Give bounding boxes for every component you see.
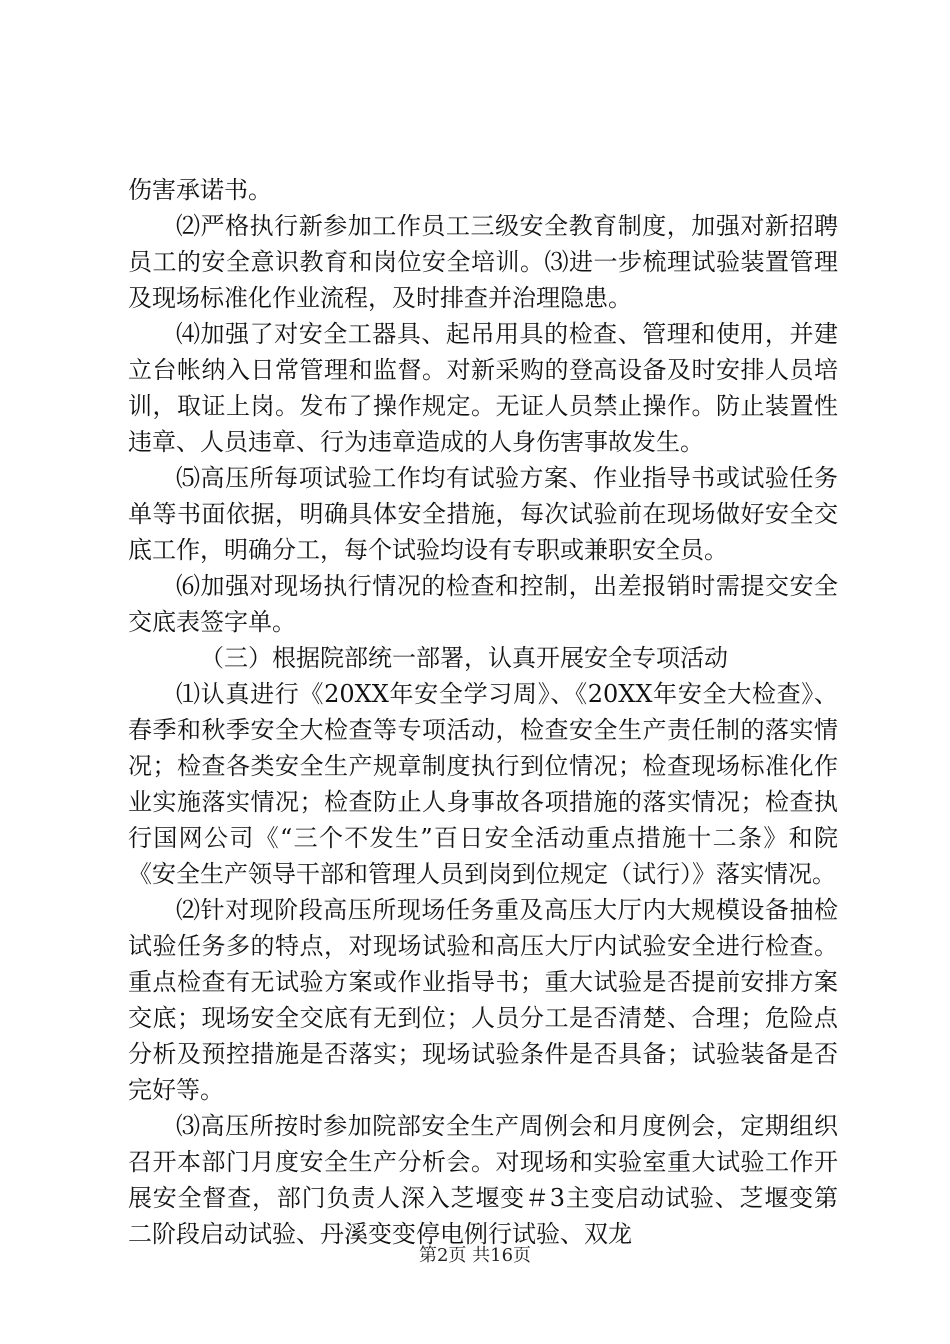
paragraph-4: ⑸高压所每项试验工作均有试验方案、作业指导书或试验任务单等书面依据，明确具体安全措施，每次试验前在现场做好安全交底工作，明确分工，每个试验均设有专职或兼职安全员。 bbox=[128, 464, 838, 564]
paragraph-7: ⑵针对现阶段高压所现场任务重及高压大厅内大规模设备抽检试验任务多的特点，对现场试验和高压大厅内试验安全进行检查。重点检查有无试验方案或作业指导书；重大试验是否提前安排方案交底；现场安全交底有无到位；人员分工是否清楚、合理；危险点分析及预控措施是否落实；现场试验条件是否具备；试验装备是否完好等。 bbox=[128, 896, 838, 1104]
paragraph-1: 伤害承诺书。 bbox=[128, 176, 272, 204]
page-number-footer: 第2页 共16页 bbox=[418, 1245, 532, 1266]
section-heading: （三）根据院部统一部署，认真开展安全专项活动 bbox=[200, 644, 728, 672]
paragraph-6: ⑴认真进行《20XX年安全学习周》、《20XX年安全大检查》、春季和秋季安全大检查等专项活动，检查安全生产责任制的落实情况；检查各类安全生产规章制度执行到位情况；检查现场标准化作业实施落实情况；检查防止人身事故各项措施的落实情况；检查执行国网公司《“三个不发生”百日安全活动重点措施十二条》和院《安全生产领导干部和管理人员到岗到位规定（试行）》落实情况。 bbox=[128, 680, 838, 888]
paragraph-2: ⑵严格执行新参加工作员工三级安全教育制度，加强对新招聘员工的安全意识教育和岗位安全培训。⑶进一步梳理试验装置管理及现场标准化作业流程，及时排查并治理隐患。 bbox=[128, 212, 838, 312]
paragraph-8: ⑶高压所按时参加院部安全生产周例会和月度例会，定期组织召开本部门月度安全生产分析会。对现场和实验室重大试验工作开展安全督查，部门负责人深入芝堰变＃3主变启动试验、芝堰变第二阶段启动试验、丹溪变变停电例行试验、双龙 bbox=[128, 1112, 838, 1248]
document-body bbox=[128, 172, 838, 1252]
paragraph-3: ⑷加强了对安全工器具、起吊用具的检查、管理和使用，并建立台帐纳入日常管理和监督。对新采购的登高设备及时安排人员培训，取证上岗。发布了操作规定。无证人员禁止操作。防止装置性违章、人员违章、行为违章造成的人身伤害事故发生。 bbox=[128, 320, 838, 456]
paragraph-5: ⑹加强对现场执行情况的检查和控制，出差报销时需提交安全交底表签字单。 bbox=[128, 572, 838, 636]
